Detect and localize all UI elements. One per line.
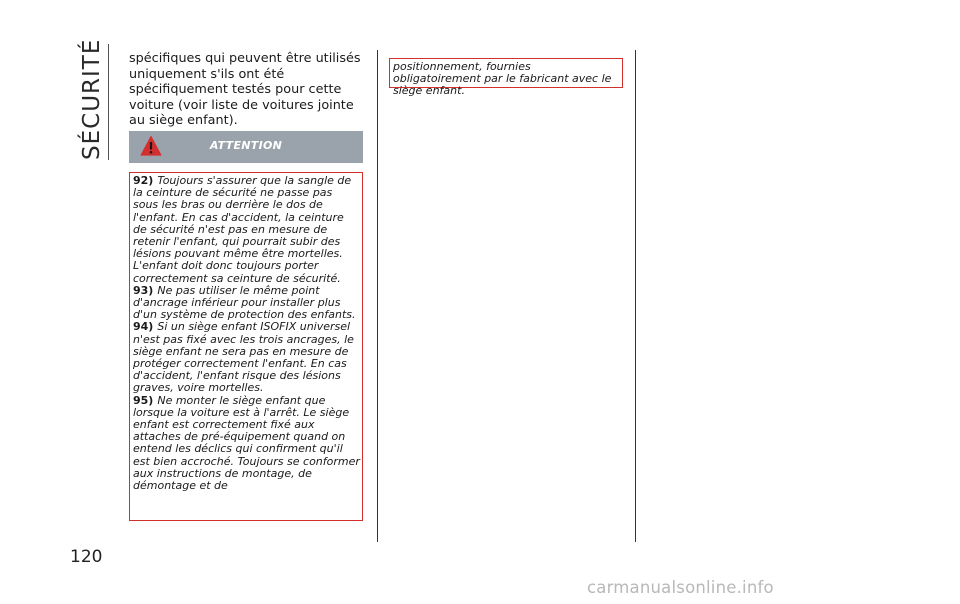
warning-box — [129, 172, 363, 521]
page-number: 120 — [70, 547, 103, 567]
column-divider — [377, 50, 378, 542]
intro-paragraph: spécifiques qui peuvent être utilisés uniquement s'ils ont été spécifiquement testés pour cette voiture (voir liste de voitures jointe au siège enfant). — [129, 51, 361, 129]
warning-item-text: Ne pas utiliser le même point d'ancrage inférieur pour installer plus d'un système de protection des enfants. — [133, 283, 356, 322]
warning-item-number: 94) — [133, 320, 154, 334]
warning-item-number: 93) — [133, 283, 154, 297]
warning-continuation-box: positionnement, fournies obligatoirement par le fabricant avec le siège enfant. — [389, 58, 623, 88]
watermark: carmanualsonline.info — [587, 578, 774, 597]
warning-item-number: 95) — [133, 393, 154, 407]
warning-item-text: Ne monter le siège enfant que lorsque la voiture est à l'arrêt. Le siège enfant est correctement fixé aux attaches de pré-équipement quand on entend les déclics qui confirment qu'il est bien accroché. Toujours se conformer aux instructions de montage, de démontage et de — [133, 393, 360, 493]
warning-item — [133, 321, 360, 394]
warning-item-text: Si un siège enfant ISOFIX universel n'est pas fixé avec les trois ancrages, le siège enfant ne sera pas en mesure de protéger correctement l'enfant. En cas d'accident, l'enfant risque des lésions graves, voire mortelles. — [133, 320, 354, 395]
warning-item-number: 92) — [133, 174, 154, 187]
warning-item-text: Toujours s'assurer que la sangle de la ceinture de sécurité ne passe pas sous les bras ou derrière le dos de l'enfant. En cas d'accident, la ceinture de sécurité n'est pas en mesure de retenir l'enfant, qui pourrait subir des lésions pouvant même être mortelles. L'enfant doit donc toujours porter correctement sa ceinture de sécurité. — [133, 174, 352, 285]
section-tab-rule — [108, 44, 109, 160]
warning-item — [133, 285, 360, 322]
section-tab — [74, 38, 110, 160]
column-divider — [635, 50, 636, 542]
section-title: SÉCURITÉ — [79, 38, 105, 160]
warning-item — [133, 175, 360, 285]
warning-header — [129, 131, 363, 163]
warning-title: ATTENTION — [209, 139, 283, 152]
warning-item — [133, 395, 360, 493]
